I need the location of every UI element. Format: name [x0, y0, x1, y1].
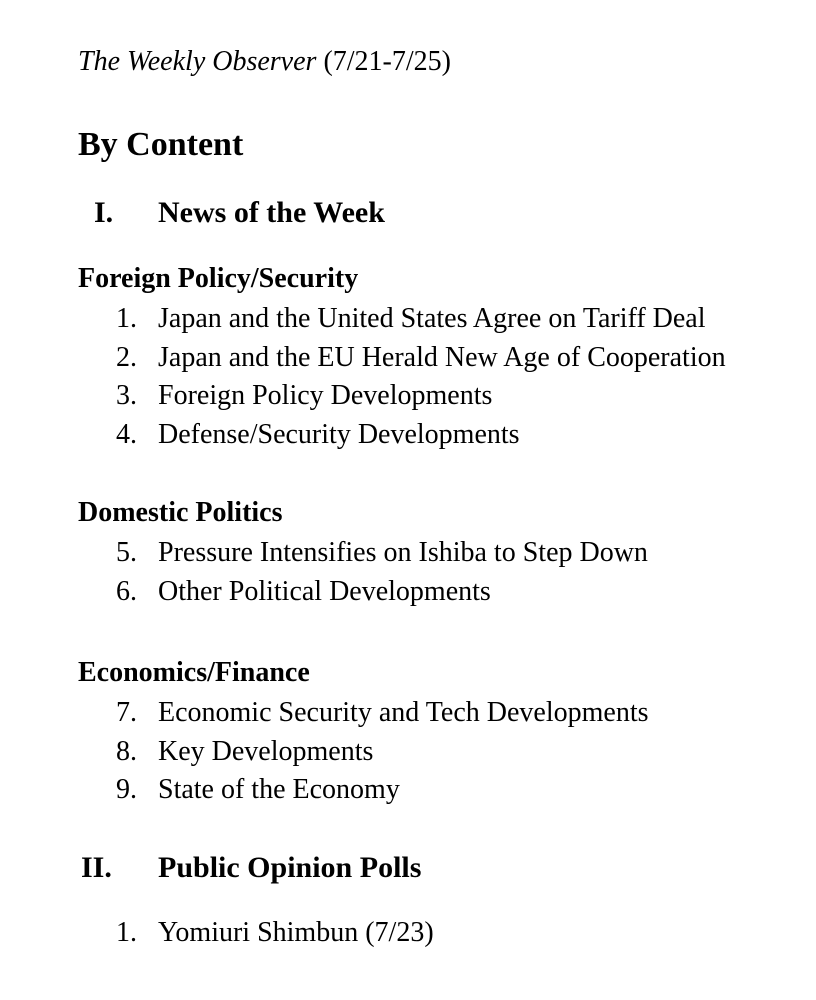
part-numeral: I. [94, 196, 114, 229]
part-title: Public Opinion Polls [158, 851, 422, 884]
publication-title: The Weekly Observer [78, 46, 317, 77]
list-item-text: Key Developments [158, 735, 374, 767]
list-item-number: 1. [116, 917, 137, 948]
list-item-number: 5. [116, 537, 137, 568]
section-heading-foreign-policy: Foreign Policy/Security [78, 263, 359, 294]
masthead [78, 44, 451, 80]
list-item-number: 3. [116, 380, 137, 412]
list-item-text: Japan and the EU Herald New Age of Cooperation [158, 341, 726, 373]
list-item-number: 9. [116, 774, 137, 806]
list-item-number: 8. [116, 735, 137, 767]
date-range: (7/21-7/25) [323, 46, 451, 77]
main-heading: By Content [78, 126, 244, 163]
list-item-text: Other Political Developments [158, 575, 491, 607]
list-item-text: Yomiuri Shimbun (7/23) [158, 917, 434, 948]
list-item-text: Economic Security and Tech Developments [158, 697, 649, 728]
list-item-number: 1. [116, 303, 137, 334]
list-item-text: State of the Economy [158, 774, 400, 806]
list-item-text: Japan and the United States Agree on Tariff Deal [158, 303, 706, 334]
section-heading-economics-finance: Economics/Finance [78, 657, 310, 688]
list-item-number: 4. [116, 418, 137, 450]
list-item-number: 6. [116, 575, 137, 607]
list-item-number: 2. [116, 341, 137, 373]
list-item-text: Pressure Intensifies on Ishiba to Step Down [158, 537, 648, 568]
part-numeral: II. [81, 851, 112, 884]
section-heading-domestic-politics: Domestic Politics [78, 497, 283, 528]
list-item-number: 7. [116, 697, 137, 728]
list-item-text: Foreign Policy Developments [158, 380, 493, 412]
part-title: News of the Week [158, 196, 385, 229]
list-item-text: Defense/Security Developments [158, 418, 520, 450]
